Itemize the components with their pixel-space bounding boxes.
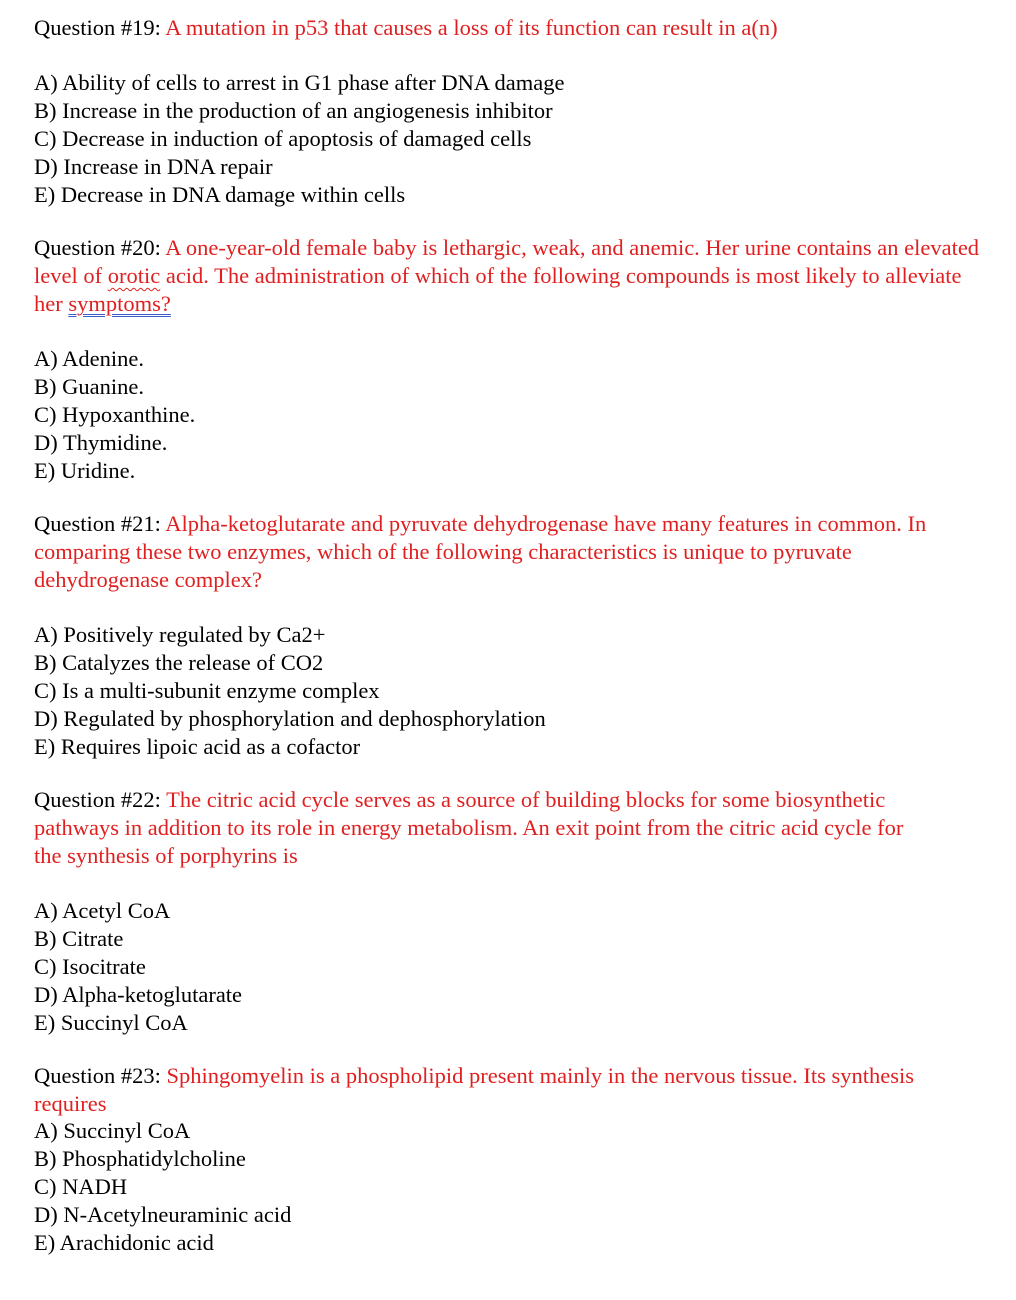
option-a: A) Positively regulated by Ca2+ <box>34 622 326 647</box>
question-20 <box>34 234 994 318</box>
question-19-options <box>34 69 564 209</box>
question-23 <box>34 1062 914 1118</box>
option-e: E) Uridine. <box>34 458 136 483</box>
question-20-flagged-word-orotic: orotic <box>107 263 161 288</box>
question-21-text: Alpha-ketoglutarate and pyruvate dehydrogenase have many features in common. In comparing these two enzymes, which of the following characteristics is unique to pyruvate dehydrogenase complex? <box>34 511 927 592</box>
option-c: C) NADH <box>34 1174 128 1199</box>
question-20-flagged-word-symptoms: symptoms? <box>68 291 171 316</box>
option-d: D) Alpha-ketoglutarate <box>34 982 243 1007</box>
question-20-label: Question #20: <box>34 235 166 260</box>
question-22-stem <box>34 786 914 870</box>
question-21-stem <box>34 510 934 594</box>
question-22 <box>34 786 914 870</box>
question-20-text-part2: acid. The administration of which of the following compounds is most likely to alleviate her <box>34 263 962 316</box>
option-e: E) Requires lipoic acid as a cofactor <box>34 734 361 759</box>
question-23-options <box>34 1117 291 1257</box>
question-19-stem <box>34 14 778 42</box>
option-b: B) Guanine. <box>34 374 144 399</box>
option-e: E) Decrease in DNA damage within cells <box>34 182 406 207</box>
option-b: B) Citrate <box>34 926 124 951</box>
question-21-options <box>34 621 546 761</box>
option-e: E) Succinyl CoA <box>34 1010 188 1035</box>
option-c: C) Decrease in induction of apoptosis of damaged cells <box>34 126 532 151</box>
question-19-text: A mutation in p53 that causes a loss of its function can result in a(n) <box>165 15 778 40</box>
question-22-options <box>34 897 242 1037</box>
option-e: E) Arachidonic acid <box>34 1230 214 1255</box>
question-21 <box>34 510 934 594</box>
question-20-stem <box>34 234 994 318</box>
option-a: A) Adenine. <box>34 346 144 371</box>
question-21-label: Question #21: <box>34 511 166 536</box>
option-b: B) Catalyzes the release of CO2 <box>34 650 324 675</box>
option-a: A) Acetyl CoA <box>34 898 171 923</box>
question-22-text: The citric acid cycle serves as a source of building blocks for some biosynthetic pathways in addition to its role in energy metabolism. An exit point from the citric acid cycle for the synthesis of porphyrins is <box>34 787 904 868</box>
question-23-stem <box>34 1062 914 1118</box>
option-d: D) Increase in DNA repair <box>34 154 273 179</box>
option-d: D) Thymidine. <box>34 430 168 455</box>
option-a: A) Ability of cells to arrest in G1 phase after DNA damage <box>34 70 565 95</box>
option-d: D) N-Acetylneuraminic acid <box>34 1202 292 1227</box>
question-23-label: Question #23: <box>34 1063 167 1088</box>
question-19 <box>34 14 778 42</box>
option-b: B) Increase in the production of an angiogenesis inhibitor <box>34 98 553 123</box>
option-c: C) Isocitrate <box>34 954 146 979</box>
question-23-text: Sphingomyelin is a phospholipid present mainly in the nervous tissue. Its synthesis requires <box>34 1063 914 1116</box>
option-c: C) Is a multi-subunit enzyme complex <box>34 678 380 703</box>
question-20-options <box>34 345 195 485</box>
option-c: C) Hypoxanthine. <box>34 402 196 427</box>
question-20-text-part1: A one-year-old female baby is lethargic, weak, and anemic. Her urine contains an elevated level of <box>34 235 980 288</box>
question-19-label: Question #19: <box>34 15 166 40</box>
question-22-label: Question #22: <box>34 787 167 812</box>
option-b: B) Phosphatidylcholine <box>34 1146 246 1171</box>
option-a: A) Succinyl CoA <box>34 1118 191 1143</box>
option-d: D) Regulated by phosphorylation and dephosphorylation <box>34 706 546 731</box>
